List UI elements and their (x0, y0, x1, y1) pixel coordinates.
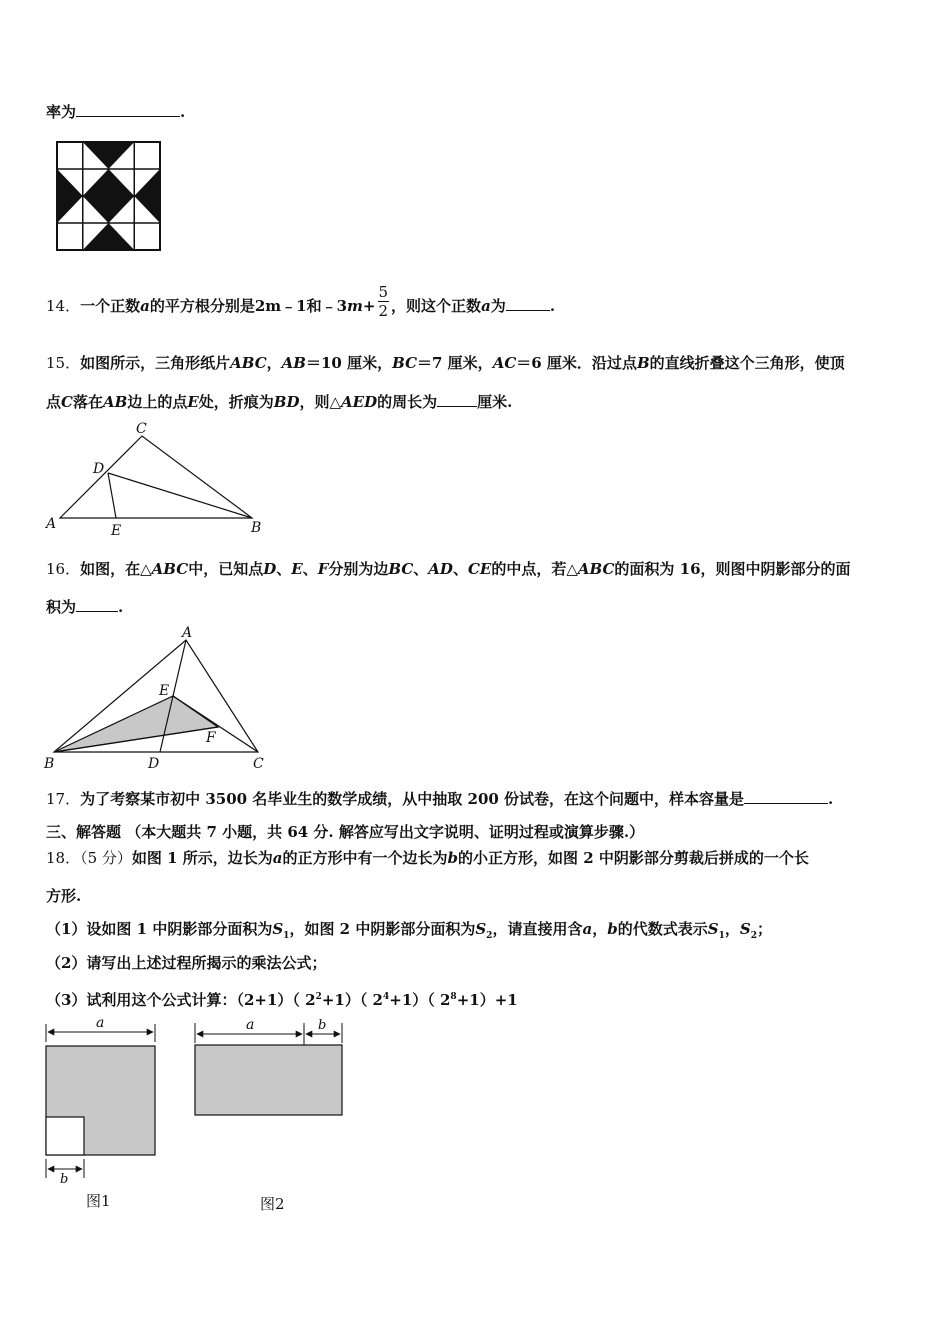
label-d: D (148, 756, 160, 772)
label-b: B (251, 520, 262, 536)
figure-1 (46, 1015, 155, 1210)
label-c: C (136, 421, 147, 437)
label-a: A (182, 625, 193, 641)
q15-triangle-figure (40, 418, 272, 540)
triangle-abc (60, 436, 252, 518)
fig1-label-b: b (60, 1172, 69, 1187)
q18-part-3: （3）试利用这个公式计算：（2+1）（ $2^2+1$）（ $2^4+1$）（ $2^8+1)+1$ (46, 991, 518, 1009)
q14-fraction: $\frac{5}{2}$ (378, 282, 389, 320)
q13-tail-text: 率为 (46, 103, 77, 121)
fig2-label-a: a (246, 1017, 255, 1033)
q17-answer-blank[interactable] (744, 789, 828, 804)
figure-2 (195, 1017, 342, 1213)
label-e: E (111, 523, 122, 539)
q14-answer-blank[interactable] (506, 296, 550, 311)
q18-line-1: 18．（5 分）如图 1 所示，边长为a的正方形中有一个边长为b的小正方形，如图 2 中阴影部分剪裁后拼成的一个长 (46, 849, 809, 867)
segment-de (108, 473, 116, 518)
section-3-heading: 三、解答题 （本大题共 7 小题，共 64 分. 解答应写出文字说明、证明过程或演算步骤.） (46, 823, 645, 841)
q18-part-1: （1）设如图 1 中阴影部分面积为$S_1$，如图 2 中阴影部分面积为$S_2$，请直接用含a，b的代数式表示$S_1$，$S_2$； (46, 920, 772, 941)
q14-line: 14．一个正数a的平方根分别是2m﹣1和﹣3m+ $\frac{5}{2}$ ，则这个正数a为 . (46, 282, 556, 320)
fig1-caption: 图1 (86, 1192, 111, 1210)
q13-answer-blank[interactable] (76, 102, 180, 117)
q13-tail-line: 率为 . (46, 103, 186, 121)
label-a: A (46, 516, 57, 532)
label-f: F (206, 730, 216, 746)
small-square (46, 1117, 84, 1155)
label-b: B (44, 756, 55, 772)
q15-answer-blank[interactable] (437, 392, 477, 407)
q14-expr1: 2m﹣1 (254, 297, 307, 315)
q16-answer-blank[interactable] (76, 597, 118, 612)
q15-line-1: 15．如图所示，三角形纸片ABC，AB＝10 厘米，BC＝7 厘米，AC＝6 厘米．沿过点B的直线折叠这个三角形，使顶 (46, 354, 845, 372)
label-c: C (253, 756, 264, 772)
label-d: D (93, 461, 105, 477)
q18-line-2: 方形. (46, 887, 82, 905)
q16-line-1: 16．如图，在△ABC中，已知点D、E、F分别为边BC、AD、CE的中点，若△ABC的面积为 16，则图中阴影部分的面 (46, 560, 851, 578)
q16-triangle-figure (40, 622, 276, 774)
q13-grid-figure (52, 138, 164, 254)
fig2-caption: 图2 (260, 1195, 285, 1213)
q16-line-2: 积为 . (46, 598, 124, 616)
shaded-triangle-bef (54, 696, 218, 752)
fig2-label-b: b (318, 1018, 327, 1033)
label-e: E (159, 683, 170, 699)
q17-line: 17．为了考察某市初中 3500 名毕业生的数学成绩，从中抽取 200 份试卷，在这个问题中，样本容量是 . (46, 790, 834, 808)
fold-line-bd (108, 473, 252, 518)
q15-line-2: 点C落在AB边上的点E处，折痕为BD，则△AED的周长为 厘米. (46, 393, 513, 411)
q18-figures (38, 1012, 358, 1222)
q18-part-2: （2）请写出上述过程所揭示的乘法公式； (46, 954, 327, 972)
fig1-label-a: a (96, 1015, 105, 1031)
